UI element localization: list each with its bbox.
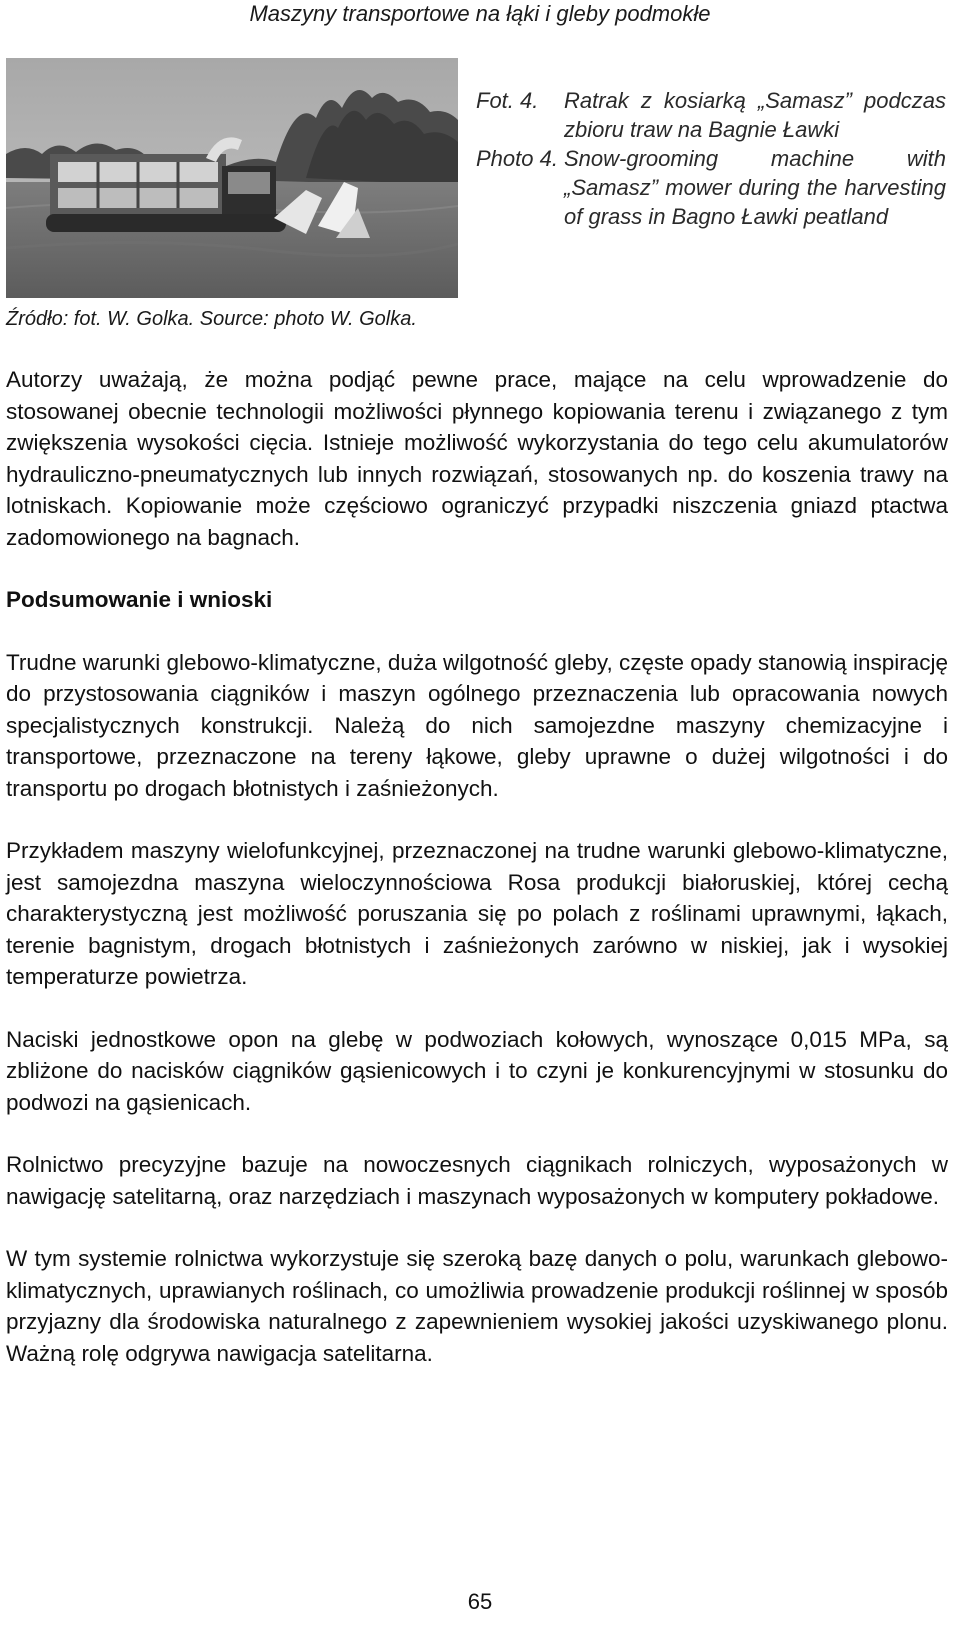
paragraph-rosa-machine: Przykładem maszyny wielofunkcyjnej, przeznaczonej na trudne warunki glebowo-klimatyczne, jest samojezdna maszyna wieloczynnościowa Rosa produkcji białoruskiej, której cechą charakterystyczną jest możliwość poruszania się po polach z roślinami uprawnymi, łąkach, terenie bagnistym, drogach błotnistych i zaśnieżonych zarówno w niskiej, jak i wysokiej temperaturze powietrza.: [6, 838, 948, 989]
caption-en-label: Photo 4.: [476, 146, 558, 171]
figure-caption: [476, 86, 946, 231]
figure-photo-snow-groomer-mower: [6, 58, 458, 298]
caption-english: [476, 144, 946, 231]
paragraph-database-navigation: W tym systemie rolnictwa wykorzystuje się szeroką bazę danych o polu, warunkach glebowo-klimatycznych, uprawianych roślinach, co umożliwia prowadzenie produkcji roślinnej w sposób przyjazny dla środowiska naturalnego z zapewnieniem wysokiej jakości uzyskiwanego plonu. Ważną rolę odgrywa nawigacja satelitarna.: [6, 1246, 948, 1366]
caption-pl-text: Ratrak z kosiarką „Samasz” podczas zbioru traw na Bagnie Ławki: [564, 88, 946, 142]
figure-source: Źródło: fot. W. Golka. Source: photo W. Golka.: [6, 308, 417, 330]
running-header: Maszyny transportowe na łąki i gleby podmokłe: [249, 1, 711, 26]
paragraph-authors-opinion: Autorzy uważają, że można podjąć pewne prace, mające na celu wprowadzenie do stosowanej obecnie technologii możliwości płynnego kopiowania terenu i związanego z tym zwiększenia wysokości cięcia. Istnieje możliwość wykorzystania do tego celu akumulatorów hydrauliczno-pneumatycznych lub innych rozwiązań, stosowanych np. do koszenia trawy na lotniskach. Kopiowanie może częściowo ograniczyć przypadki niszczenia gniazd ptactwa zadomowionego na bagnach.: [6, 367, 948, 550]
paragraph-tire-pressure: Naciski jednostkowe opon na glebę w podwoziach kołowych, wynoszące 0,015 MPa, są zbliżone do nacisków ciągników gąsienicowych i to czyni je konkurencyjnymi w stosunku do podwozi na gąsienicach.: [6, 1026, 948, 1115]
caption-polish: [476, 86, 946, 144]
caption-pl-label: Fot. 4.: [476, 88, 539, 113]
caption-en-text: Snow-grooming machine with „Samasz” mower during the harvesting of grass in Bagno Ławki peatland: [564, 146, 946, 229]
paragraph-precision-farming: Rolnictwo precyzyjne bazuje na nowoczesnych ciągnikach rolniczych, wyposażonych w nawigację satelitarną, oraz narzędziach i maszynach wyposażonych w komputery pokładowe.: [6, 1152, 948, 1209]
page-number: 65: [467, 1589, 493, 1614]
section-heading-summary: Podsumowanie i wnioski: [6, 587, 273, 612]
photo-illustration: [6, 58, 458, 298]
article-body: [6, 364, 948, 1400]
paragraph-difficult-conditions: Trudne warunki glebowo-klimatyczne, duża wilgotność gleby, częste opady stanowią inspirację do przystosowania ciągników i maszyn ogólnego przeznaczenia lub opracowania nowych specjalistycznych konstrukcji. Należą do nich samojezdne maszyny chemizacyjne i transportowe, przeznaczone na tereny łąkowe, gleby uprawne o dużej wilgotności i do transportu po drogach błotnistych i zaśnieżonych.: [6, 649, 948, 801]
